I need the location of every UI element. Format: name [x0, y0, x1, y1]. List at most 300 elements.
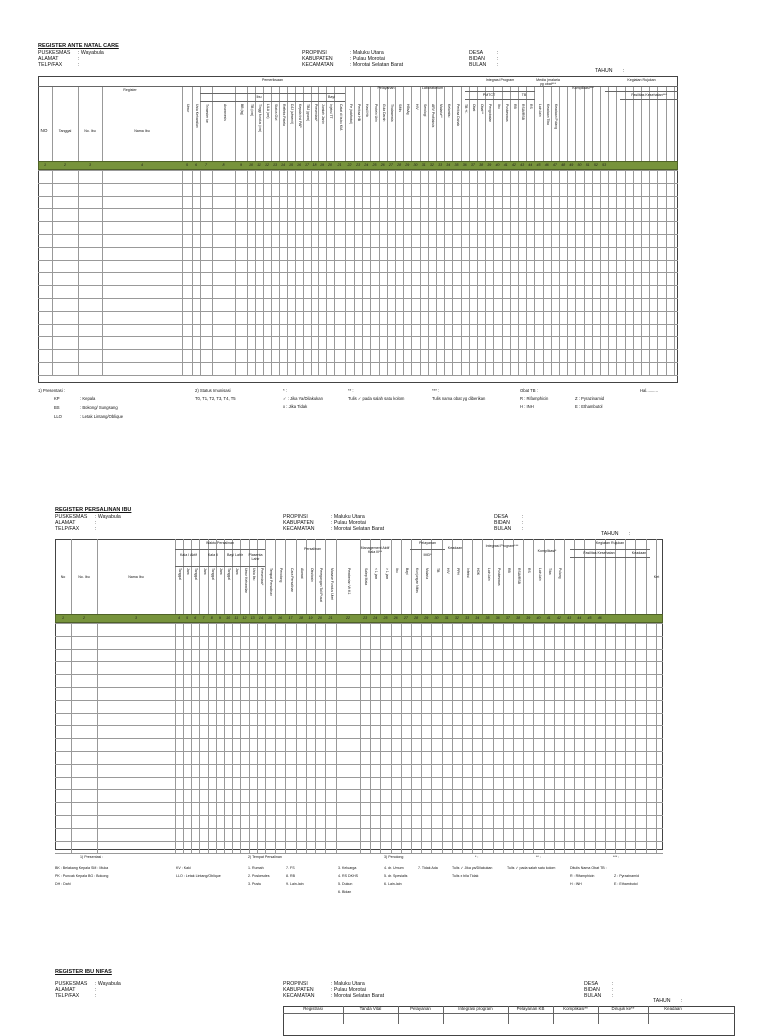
anc-legend-star1-item2: x : Jika Tidak: [283, 404, 308, 409]
anc-info_mid-label-2: KECAMATAN: [302, 62, 334, 68]
persalinan-info_right-value-0: :: [522, 514, 524, 520]
persalinan-title: REGISTER PERSALINAN IBU: [55, 507, 132, 513]
anc-col-line: [387, 86, 388, 375]
persalinan-info_mid-label-1: KABUPATEN: [283, 520, 314, 526]
anc-vheader-15: Injeksi TT: [329, 104, 333, 119]
anc-row-line: [38, 234, 678, 235]
persalinan-colnum-24: 24: [373, 616, 378, 620]
per-legend-tempat-9: 5. Dukun: [338, 882, 353, 886]
anc-colnum-21: 21: [337, 163, 342, 167]
anc-col-line: [625, 86, 626, 375]
anc-legend-star3-text: Tulis nama obat yg diberikan: [432, 396, 486, 401]
persalinan-col-line: [442, 539, 443, 853]
anc-col-line: [666, 86, 667, 375]
anc-row-line: [38, 362, 678, 363]
persalinan-vheader-3: Jam: [202, 568, 207, 575]
nifas-info_right-label-0: DESA: [584, 981, 599, 987]
anc-col-line: [584, 86, 585, 375]
anc-vheader-5: TB (cm): [250, 104, 254, 117]
persalinan-sub-line: [570, 549, 650, 550]
nifas-group-header-0: Registrasi: [303, 1006, 323, 1011]
per-legend-tempat-10: 6. Bidan: [338, 890, 352, 894]
per-legend-tempat-6: 9. Lain-lain: [286, 882, 304, 886]
persalinan-col-no: No: [60, 575, 66, 579]
nifas-info_mid-value-1: : Pulau Morotai: [331, 987, 366, 993]
anc-col-line: [485, 86, 486, 375]
persalinan-col-line: [232, 539, 233, 853]
anc-vheader-27: ARV Profilaksis: [430, 104, 435, 128]
persalinan-group-kala1: Kala I Aktif: [180, 553, 197, 557]
anc-sub-line: [620, 99, 678, 100]
anc-col-line: [395, 86, 396, 375]
anc-vheader-28: Malaria**: [439, 104, 444, 118]
anc-colnum-20: 20: [328, 163, 332, 167]
persalinan-colnum-36: 36: [495, 616, 500, 620]
persalinan-info_right-label-1: BIDAN: [494, 520, 510, 526]
anc-legend-imunisasi-title: 2) Status Imunisasi: [195, 388, 231, 393]
persalinan-col-line: [584, 539, 585, 853]
persalinan-col-line: [249, 539, 250, 853]
anc-col-line: [436, 86, 437, 375]
persalinan-group-keadaan2: Keadaan: [631, 551, 647, 555]
nifas-group-header-1: Tanda Vital: [359, 1006, 382, 1011]
persalinan-info_right-value-1: :: [522, 520, 524, 526]
anc-sub-line: [605, 91, 678, 92]
anc-col-line: [502, 86, 503, 375]
persalinan-colnum-12: 12: [242, 616, 247, 620]
anc-row-line: [38, 208, 678, 209]
per-legend-tempat-5: 8. RB: [286, 874, 295, 878]
nifas-col-line: [648, 1006, 649, 1024]
anc-col-line: [255, 86, 256, 375]
anc-info_right-label-2: BULAN: [469, 62, 487, 68]
persalinan-vheader-35: RS: [527, 568, 532, 573]
persalinan-col-line: [240, 539, 241, 853]
persalinan-colnum-6: 6: [194, 616, 197, 620]
anc-info_right-value-0: :: [497, 50, 499, 56]
persalinan-colnum-1: 1: [62, 616, 64, 620]
persalinan-sub-line: [410, 549, 445, 550]
anc-group-integrasi: Integrasi Program: [485, 78, 515, 82]
nifas-info_left-label-1: ALAMAT: [55, 987, 76, 993]
nifas-info_right-value-2: :: [612, 993, 614, 999]
per-legend-star3-2: R : Rifamphicin: [570, 874, 595, 878]
anc-row-line: [38, 170, 678, 171]
persalinan-vheader-6: Tanggal: [227, 568, 232, 580]
persalinan-group-management: Management Aktif Kala III**: [360, 546, 390, 554]
persalinan-colnum-23: 23: [363, 616, 368, 620]
anc-col-line: [303, 86, 304, 375]
anc-colnum-30: 30: [413, 163, 418, 167]
anc-col-line: [420, 86, 421, 375]
persalinan-vheader-8: Umur Kehamilan: [243, 568, 248, 594]
persalinan-col-line: [199, 539, 200, 853]
persalinan-vheader-36: Lain-lain: [537, 568, 542, 581]
persalinan-colnum-35: 35: [485, 616, 490, 620]
persalinan-colnum-9: 9: [218, 616, 221, 620]
anc-vheader-39: RS: [529, 104, 534, 109]
persalinan-colnum-44: 44: [577, 616, 582, 620]
persalinan-info_left-value-1: :: [95, 520, 97, 526]
anc-sub-line: [465, 99, 535, 100]
anc-colnum-32: 32: [429, 163, 434, 167]
anc-row-line: [38, 196, 678, 197]
persalinan-group-plasenta: Plasenta Lahir: [248, 553, 263, 561]
anc-vheader-9: Refleks Patela: [282, 104, 286, 126]
anc-legend-star2-title: ** :: [348, 388, 354, 393]
persalinan-info_mid-label-2: KECAMATAN: [283, 526, 315, 532]
anc-vheader-23: Sifilis: [398, 104, 403, 112]
persalinan-col-line: [325, 539, 326, 853]
anc-info_mid-value-2: : Morotai Selatan Barat: [350, 62, 404, 68]
anc-colnum-49: 49: [569, 163, 574, 167]
persalinan-vheader-30: HDK: [476, 568, 481, 576]
anc-vheader-12: TBJ (gram): [306, 104, 310, 121]
anc-colnum-45: 45: [536, 163, 541, 167]
persalinan-vheader-28: PPH: [455, 568, 460, 575]
persalinan-col-line: [191, 539, 192, 853]
anc-group-kegiatan: Kegiatan Rujukan: [627, 78, 656, 82]
persalinan-col-line: [315, 539, 316, 853]
persalinan-vheader-22: Ibu: [394, 568, 399, 573]
per-legend-presentasi-title: 1) Presentasi :: [80, 855, 104, 859]
persalinan-group-waktu: Waktu Persalinan: [205, 541, 235, 545]
persalinan-row-line: [55, 777, 663, 778]
persalinan-col-line: [391, 539, 392, 853]
anc-vheader-31: TB +/-: [463, 104, 468, 114]
anc-colnum-5: 5: [186, 163, 188, 167]
anc-colnum-4: 4: [141, 163, 143, 167]
persalinan-col-line: [175, 539, 176, 853]
anc-vheader-14: Jumlah Janin: [321, 104, 325, 124]
anc-group-fasilitas: Fasilitas Kesehatan***: [631, 93, 667, 97]
persalinan-col-line: [635, 539, 636, 853]
anc-col-line: [674, 86, 675, 375]
anc-col-line: [212, 86, 213, 375]
persalinan-colnum-29: 29: [424, 616, 429, 620]
anc-colnum-16: 16: [297, 163, 301, 167]
persalinan-col-noibu: No. Ibu: [78, 575, 90, 579]
nifas-col-line: [508, 1006, 509, 1024]
anc-legend-obattb-title: Obat TB :: [520, 388, 538, 393]
persalinan-col-line: [493, 539, 494, 853]
persalinan-info_mid-value-0: : Maluku Utara: [331, 514, 365, 520]
anc-legend-presentasi-title: 1) Presentasi :: [38, 388, 65, 393]
anc-row-line: [38, 260, 678, 261]
anc-vheader-36: Puskesmas: [504, 104, 509, 122]
anc-colnum-42: 42: [511, 163, 516, 167]
persalinan-col-line: [360, 539, 361, 853]
persalinan-col-line: [472, 539, 473, 853]
anc-colnum-48: 48: [561, 163, 566, 167]
persalinan-info_left-label-0: PUSKESMAS: [55, 514, 88, 520]
persalinan-vheader-15: Oksitosin: [309, 568, 314, 582]
nifas-title: REGISTER IBU NIFAS: [55, 969, 112, 975]
persalinan-colnum-38: 38: [516, 616, 521, 620]
persalinan-vheader-18: Pemberian Vit K1: [347, 568, 351, 595]
anc-legend-imunisasi-value: T0, T1, T2, T3, T4, T5: [195, 396, 236, 401]
per-legend-tempat-1: 1. Rumah: [248, 866, 264, 870]
anc-info_right-value-2: :: [497, 62, 499, 68]
per-legend-presentasi-2: PK : Puncak Kepala BG : Bokong: [55, 874, 109, 878]
persalinan-info_left-value-2: :: [95, 526, 97, 532]
anc-col-line: [334, 86, 335, 375]
persalinan-row-line: [55, 649, 663, 650]
anc-row-line: [38, 272, 678, 273]
persalinan-info_mid-label-0: PROPINSI: [283, 514, 308, 520]
nifas-group-header-4: Pelayanan KB: [516, 1006, 545, 1011]
anc-colnum-1: 1: [44, 163, 46, 167]
anc-legend-presentasi-code-2: LLO: [54, 414, 62, 419]
anc-legend-obattb-h: H : INH: [520, 404, 534, 409]
nifas-tahun-colon: :: [681, 998, 683, 1004]
persalinan-colnum-19: 19: [308, 616, 313, 620]
persalinan-vheader-27: HIV: [445, 568, 450, 574]
anc-vheader-1: Usia Kehamilan: [195, 104, 199, 128]
per-legend-star3-3: H : INH: [570, 882, 582, 886]
persalinan-col-line: [296, 539, 297, 853]
anc-colnum-23: 23: [356, 163, 361, 167]
persalinan-sub-line: [175, 566, 265, 567]
anc-vheader-32: Obat: [471, 104, 476, 112]
anc-colnum-6: 6: [195, 163, 197, 167]
anc-vheader-30: Periksa Dahak: [455, 104, 460, 127]
anc-vheader-17: Fe (tab/botol): [348, 104, 353, 125]
nifas-col-line: [343, 1006, 344, 1024]
anc-vheader-19: Hasil Hb: [365, 104, 370, 117]
anc-info_left-value-2: :: [78, 62, 80, 68]
anc-col-namaibu: Nama Ibu: [134, 129, 150, 133]
anc-col-line: [379, 86, 380, 375]
persalinan-col-line: [224, 539, 225, 853]
persalinan-vheader-11: Tempat Persalinan: [269, 568, 273, 597]
per-legend-star3-1: Ditulis Nama Obat TB :: [570, 866, 607, 870]
per-legend-presentasi-3: DH : Dahi: [55, 882, 71, 886]
nifas-info_right-value-1: :: [612, 987, 614, 993]
persalinan-vheader-9: Usia Ibu: [251, 568, 256, 581]
persalinan-col-line: [275, 539, 276, 853]
persalinan-colnum-7: 7: [202, 616, 205, 620]
anc-col-line: [200, 86, 201, 375]
anc-colnum-9: 9: [240, 163, 242, 167]
anc-row-line: [38, 298, 678, 299]
anc-colnum-34: 34: [446, 163, 451, 167]
per-legend-star1-title: * :: [475, 855, 479, 859]
anc-col-line: [287, 86, 288, 375]
persalinan-colnum-34: 34: [475, 616, 480, 620]
anc-row-line: [38, 375, 678, 376]
anc-info_left-label-1: ALAMAT: [38, 56, 59, 62]
anc-col-line: [543, 86, 544, 375]
nifas-info_right-label-2: BULAN: [584, 993, 602, 999]
persalinan-vheader-21: > 1 jam: [384, 568, 389, 580]
persalinan-sub-line: [175, 549, 265, 550]
persalinan-col-line: [370, 539, 371, 853]
nifas-info_left-label-0: PUSKESMAS: [55, 981, 88, 987]
nifas-group-header-5: Komplikasi**: [563, 1006, 588, 1011]
anc-vheader-24: HBsAg: [406, 104, 411, 115]
anc-group-laboratorium: Laboratorium: [421, 86, 444, 90]
anc-legend-presentasi-desc-2: : Letak Lintang/Oblique: [80, 414, 124, 419]
persalinan-vheader-0: Tanggal: [178, 568, 182, 580]
anc-colnum-38: 38: [479, 163, 484, 167]
anc-col-noibu: No. Ibu: [84, 129, 96, 133]
persalinan-colnum-5: 5: [186, 616, 189, 620]
persalinan-row-line: [55, 841, 663, 842]
persalinan-group-fasilitas: Fasilitas Kesehatan: [583, 551, 615, 555]
anc-vheader-25: HIV: [414, 104, 419, 110]
anc-group-pemeriksaan: Pemeriksaan: [262, 78, 283, 82]
persalinan-vheader-2: Tanggal: [194, 568, 199, 580]
anc-vheader-11: Kepala thd PAP: [298, 104, 302, 128]
persalinan-info_mid-value-2: : Morotai Selatan Barat: [331, 526, 385, 532]
persalinan-col-line: [523, 539, 524, 853]
persalinan-col-line: [183, 539, 184, 853]
persalinan-vheader-10: Presentasi*: [259, 568, 264, 586]
persalinan-group-ket: Ket: [653, 575, 660, 579]
persalinan-col-line: [411, 539, 412, 853]
anc-col-line: [526, 86, 527, 375]
persalinan-row-line: [55, 713, 663, 714]
persalinan-col-line: [208, 539, 209, 853]
persalinan-info_left-label-1: ALAMAT: [55, 520, 76, 526]
persalinan-vheader-37: Tiba: [547, 568, 552, 575]
per-legend-star3-title: *** :: [613, 855, 620, 859]
anc-vheader-20: Protein Urin: [373, 104, 378, 122]
nifas-info_mid-value-2: : Morotai Selatan Barat: [331, 993, 385, 999]
anc-row-line: [38, 221, 678, 222]
persalinan-row-line: [55, 700, 663, 701]
nifas-group-header-6: Dirujuk ke**: [611, 1006, 635, 1011]
persalinan-group-keadaan: Keadaan: [447, 546, 463, 550]
anc-info_left-label-2: TELP/FAX: [38, 62, 63, 68]
persalinan-group-bayilahir: Bayi Lahir: [227, 553, 243, 557]
anc-info_mid-label-1: KABUPATEN: [302, 56, 333, 62]
anc-legend-star1-title: * :: [283, 388, 287, 393]
persalinan-colnum-26: 26: [393, 616, 398, 620]
anc-vheader-4: BB (kg): [240, 104, 244, 116]
persalinan-vheader-5: Jam: [218, 568, 223, 575]
anc-col-line: [428, 86, 429, 375]
persalinan-info_right-label-0: DESA: [494, 514, 509, 520]
persalinan-col-line: [265, 539, 266, 853]
persalinan-row-line: [55, 789, 663, 790]
persalinan-table: [55, 539, 663, 850]
anc-col-line: [633, 86, 634, 375]
persalinan-vheader-13: Cara Persalinan: [289, 568, 294, 593]
nifas-sub-line: [283, 1013, 735, 1014]
anc-col-line: [567, 86, 568, 375]
anc-legend-obattb-z: Z : Pyrazinamid: [575, 396, 605, 401]
persalinan-row-line: [55, 853, 663, 854]
anc-vheader-13: Presentasi*: [313, 104, 318, 122]
persalinan-col-line: [482, 539, 483, 853]
per-legend-presentasi-1: BK : Belakang Kepala SM : Muka: [55, 866, 109, 870]
anc-col-line: [444, 86, 445, 375]
per-legend-presentasi-4: KV : Kaki: [176, 866, 191, 870]
persalinan-vheader-23: Bayi: [404, 568, 409, 575]
anc-colnum-13: 13: [273, 163, 277, 167]
persalinan-col-namaibu: Nama Ibu: [128, 575, 144, 579]
anc-vheader-0: Umur: [186, 104, 190, 113]
persalinan-row-line: [55, 661, 663, 662]
anc-colnum-29: 29: [405, 163, 410, 167]
nifas-tahun-label: TAHUN: [653, 998, 671, 1004]
anc-colnum-12: 12: [265, 163, 269, 167]
anc-colnum-36: 36: [462, 163, 467, 167]
persalinan-colnum-22: 22: [346, 616, 350, 620]
anc-colnum-53: 53: [602, 163, 607, 167]
persalinan-vheader-12: Penolong: [279, 568, 283, 583]
anc-col-line: [182, 86, 183, 375]
persalinan-info_left-label-2: TELP/FAX: [55, 526, 80, 532]
anc-colnum-26: 26: [380, 163, 385, 167]
persalinan-col-line: [306, 539, 307, 853]
persalinan-col-line: [503, 539, 504, 853]
anc-col-line: [461, 86, 462, 375]
anc-row-line: [38, 247, 678, 248]
persalinan-vheader-16: Peregangan Tali Pusat: [319, 568, 323, 603]
anc-col-line: [534, 86, 535, 375]
per-legend-tempat-8: 4. RS DKHS: [338, 874, 358, 878]
nifas-col-line: [598, 1006, 599, 1024]
anc-col-line: [452, 86, 453, 375]
anc-legend-star3-title: *** :: [432, 388, 440, 393]
persalinan-colnum-30: 30: [434, 616, 439, 620]
anc-col-line: [247, 86, 248, 375]
persalinan-vheader-4: Tanggal: [210, 568, 215, 580]
persalinan-vheader-19: Salep Mata: [364, 568, 369, 586]
nifas-info_right-label-1: BIDAN: [584, 987, 600, 993]
persalinan-vheader-24: Kunjungan Nifas: [415, 568, 420, 593]
anc-col-line: [263, 86, 264, 375]
anc-vheader-29: Kelambu: [447, 104, 452, 118]
anc-col-line: [279, 86, 280, 375]
anc-col-line: [559, 86, 560, 375]
anc-colnum-8: 8: [222, 163, 225, 167]
persalinan-info_right-label-2: BULAN: [494, 526, 512, 532]
per-legend-tempat-2: 2. Poskesdes: [248, 874, 270, 878]
per-legend-tempat-title: 2) Tempat Persalinan: [248, 855, 282, 859]
persalinan-colnum-25: 25: [383, 616, 388, 620]
persalinan-colnum-40: 40: [536, 616, 541, 620]
persalinan-vheader-17: Masase Fundus Uteri: [329, 568, 334, 601]
persalinan-colnum-15: 15: [268, 616, 272, 620]
anc-col-line: [616, 86, 617, 375]
anc-col-line: [600, 86, 601, 375]
anc-info_right-label-1: BIDAN: [469, 56, 485, 62]
persalinan-colnum-18: 18: [299, 616, 303, 620]
nifas-info_left-label-2: TELP/FAX: [55, 993, 80, 999]
anc-colnum-47: 47: [552, 163, 557, 167]
anc-row-line: [38, 285, 678, 286]
anc-tahun-colon: :: [623, 68, 625, 74]
per-legend-tempat-4: 7. FS: [286, 866, 295, 870]
anc-colnum-17: 17: [305, 163, 309, 167]
persalinan-tahun-colon: :: [629, 531, 631, 537]
persalinan-colnum-37: 37: [505, 616, 510, 620]
anc-group-komplikasi: Komplikasi***: [572, 86, 594, 90]
anc-col-line: [649, 86, 650, 375]
persalinan-colnum-2: 2: [83, 616, 85, 620]
anc-vheader-2: Trimester ke: [205, 104, 209, 123]
per-legend-star2-title: ** :: [536, 855, 541, 859]
anc-colnum-24: 24: [364, 163, 369, 167]
anc-col-line: [493, 86, 494, 375]
persalinan-colnum-16: 16: [278, 616, 282, 620]
nifas-info_mid-value-0: : Maluku Utara: [331, 981, 365, 987]
persalinan-col-line: [71, 539, 72, 853]
